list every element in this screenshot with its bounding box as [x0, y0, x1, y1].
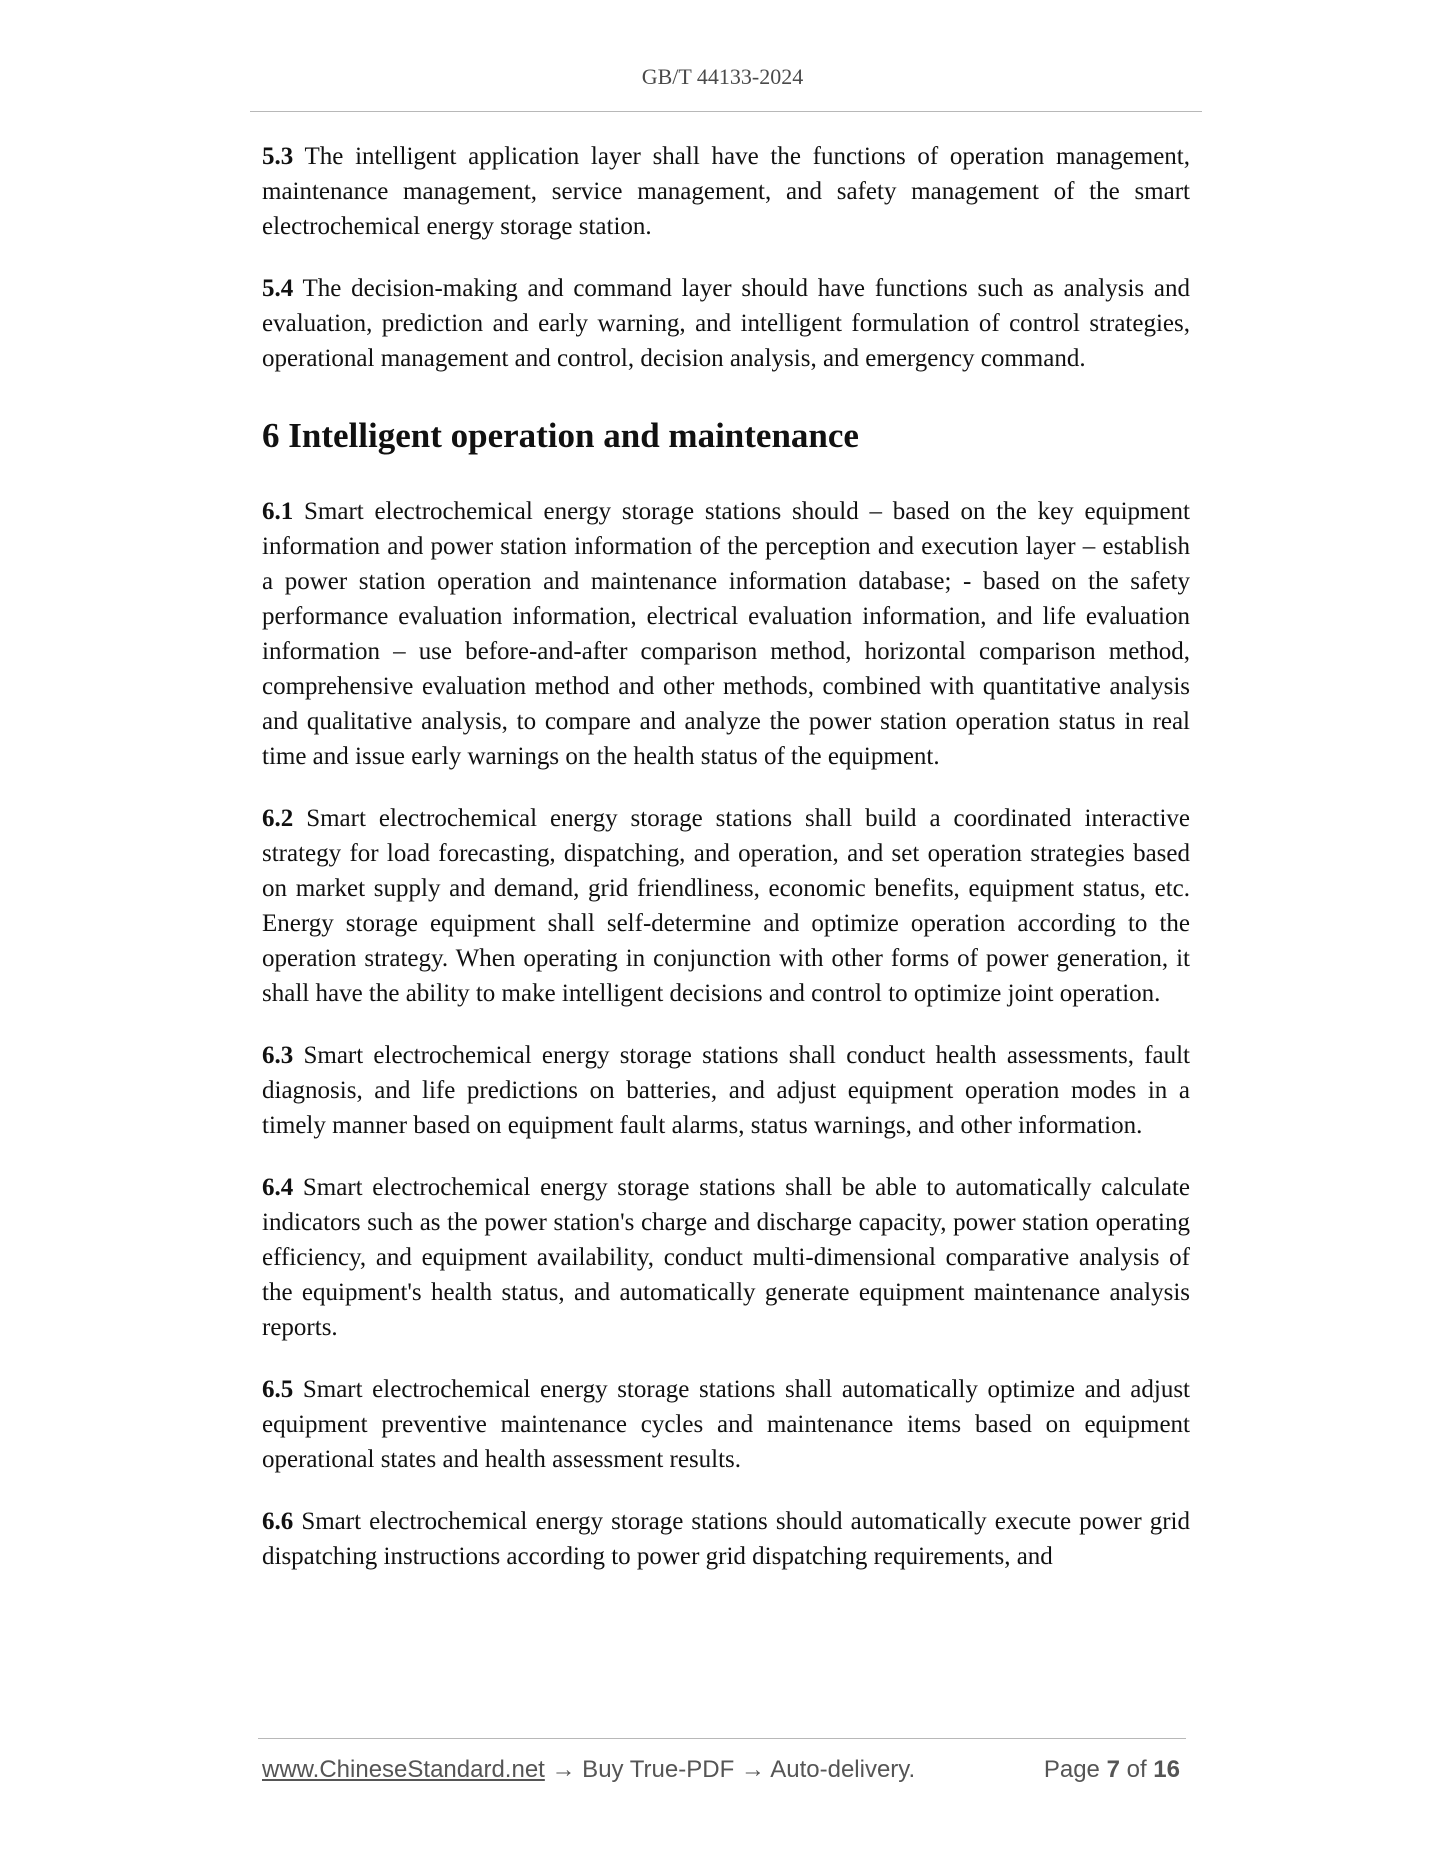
clause-number: 6.6: [262, 1508, 294, 1535]
total-pages-number: 16: [1153, 1756, 1180, 1783]
clause-5-3: [262, 139, 1190, 244]
clause-text: The intelligent application layer shall have the functions of operation management, maintenance management, service management, and safety management of the smart electrochemical energy storage station.: [262, 143, 1190, 240]
clause-number: 6.5: [262, 1376, 294, 1403]
clause-6-6: [262, 1504, 1190, 1574]
delivery-text: Auto-delivery.: [764, 1756, 916, 1783]
clause-number: 6.3: [262, 1042, 294, 1069]
clause-text: The decision-making and command layer should have functions such as analysis and evaluation, prediction and early warning, and intelligent formulation of control strategies, operational management and control, decision analysis, and emergency command.: [262, 275, 1190, 372]
clause-text: Smart electrochemical energy storage stations should automatically execute power grid dispatching instructions according to power grid dispatching requirements, and: [262, 1508, 1190, 1570]
clause-5-4: [262, 271, 1190, 376]
page-footer: [262, 1756, 1180, 1790]
clause-number: 6.1: [262, 498, 294, 525]
of-label: of: [1126, 1756, 1147, 1783]
clause-6-1: [262, 494, 1190, 774]
clause-number: 5.4: [262, 275, 294, 302]
clause-6-2: [262, 801, 1190, 1011]
clause-text: Smart electrochemical energy storage stations shall conduct health assessments, fault diagnosis, and life predictions on batteries, and adjust equipment operation modes in a timely manner based on equipment fault alarms, status warnings, and other information.: [262, 1042, 1190, 1139]
arrow-right-icon: →: [551, 1756, 576, 1783]
current-page-number: 7: [1106, 1756, 1120, 1783]
clause-text: Smart electrochemical energy storage stations shall be able to automatically calculate indicators such as the power station's charge and discharge capacity, power station operating efficiency, and equipment availability, conduct multi-dimensional comparative analysis of the equipment's health status, and automatically generate equipment maintenance analysis reports.: [262, 1174, 1190, 1341]
clause-6-5: [262, 1372, 1190, 1477]
page-label: Page: [1043, 1756, 1100, 1783]
footer-promo: [262, 1756, 915, 1784]
section-heading: 6 Intelligent operation and maintenance: [262, 416, 859, 455]
website-link[interactable]: www.ChineseStandard.net: [262, 1756, 545, 1783]
clause-number: 5.3: [262, 143, 294, 170]
clause-text: Smart electrochemical energy storage stations shall build a coordinated interactive strategy for load forecasting, dispatching, and operation, and set operation strategies based on market supply and demand, grid friendliness, economic benefits, equipment status, etc. Energy storage equipment shall self-determine and optimize operation according to the operation strategy. When operating in conjunction with other forms of power generation, it shall have the ability to make intelligent decisions and control to optimize joint operation.: [262, 805, 1190, 1007]
clause-number: 6.4: [262, 1174, 294, 1201]
clause-6-4: [262, 1170, 1190, 1345]
header-divider: [250, 111, 1202, 112]
clause-text: Smart electrochemical energy storage stations shall automatically optimize and adjust equipment preventive maintenance cycles and maintenance items based on equipment operational states and health assessment results.: [262, 1376, 1190, 1473]
clause-number: 6.2: [262, 805, 294, 832]
clause-6-3: [262, 1038, 1190, 1143]
document-body: [262, 139, 1190, 1601]
header-standard-number: GB/T 44133-2024: [641, 64, 804, 89]
clause-text: Smart electrochemical energy storage stations should – based on the key equipment information and power station information of the perception and execution layer – establish a power station operation and maintenance information database; - based on the safety performance evaluation information, electrical evaluation information, and life evaluation information – use before-and-after comparison method, horizontal comparison method, comprehensive evaluation method and other methods, combined with quantitative analysis and qualitative analysis, to compare and analyze the power station operation status in real time and issue early warnings on the health status of the equipment.: [262, 498, 1190, 770]
arrow-right-icon: →: [740, 1756, 765, 1783]
buy-text: Buy True-PDF: [575, 1756, 741, 1783]
footer-divider: [258, 1738, 1186, 1739]
page-indicator: [1044, 1756, 1180, 1784]
